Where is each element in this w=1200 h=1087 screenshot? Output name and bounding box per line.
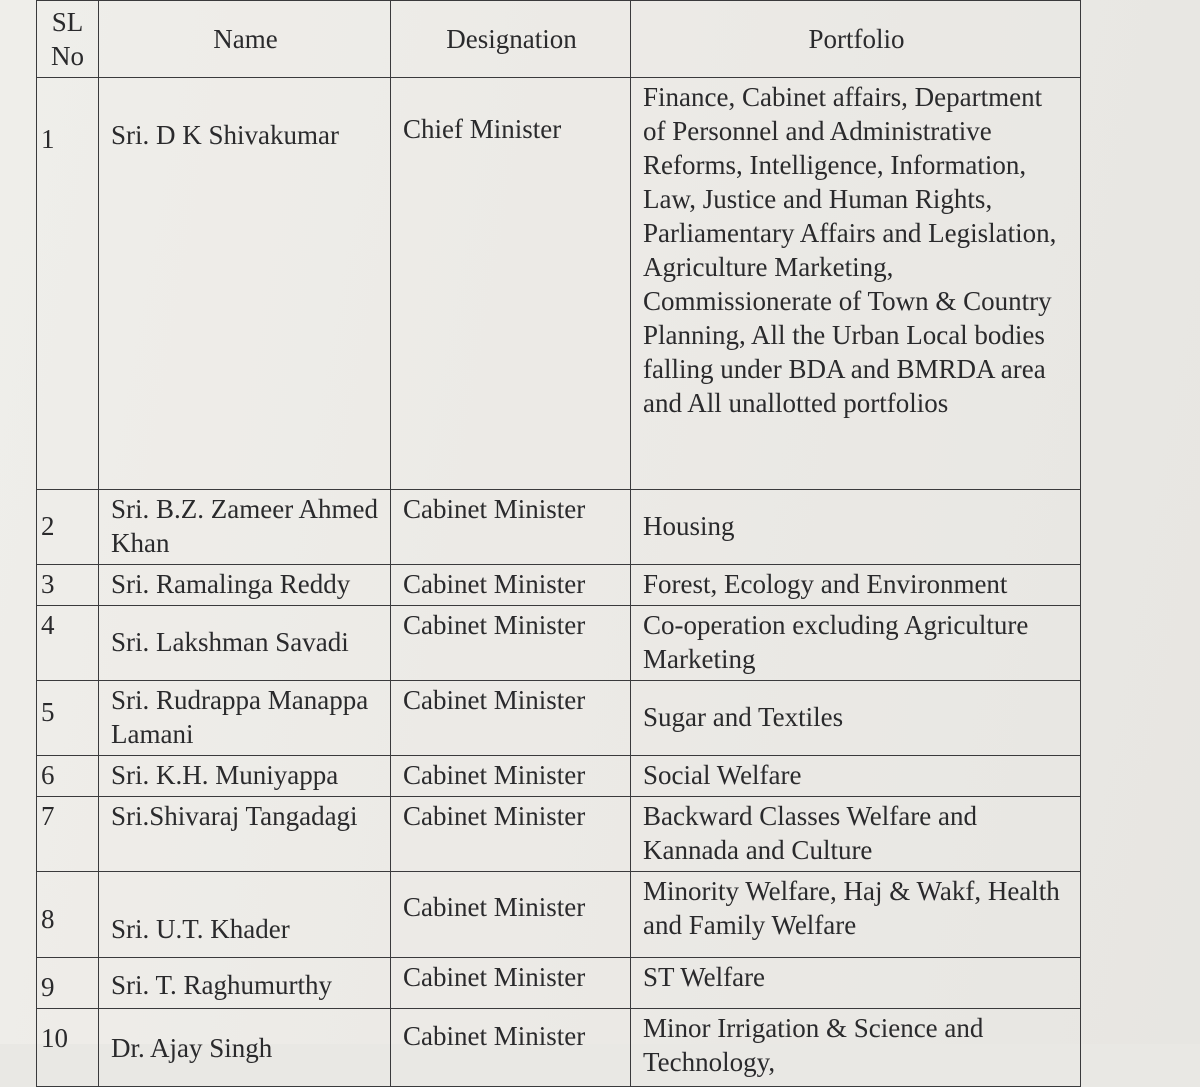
cell-sl: 4 [37, 606, 99, 681]
cell-designation: Cabinet Minister [391, 797, 631, 872]
portfolio-table [36, 0, 1081, 1087]
cell-portfolio: Forest, Ecology and Environment [631, 565, 1081, 606]
cell-portfolio: Minor Irrigation & Science and Technology, [631, 1009, 1081, 1087]
header-portfolio: Portfolio [631, 1, 1081, 78]
table-row [37, 565, 1081, 606]
cell-designation: Cabinet Minister [391, 1009, 631, 1087]
cell-portfolio: ST Welfare [631, 958, 1081, 1009]
cell-sl: 5 [37, 681, 99, 756]
cell-designation: Cabinet Minister [391, 756, 631, 797]
cell-sl: 6 [37, 756, 99, 797]
cell-name: Sri. K.H. Muniyappa [99, 756, 391, 797]
cell-designation: Cabinet Minister [391, 565, 631, 606]
cell-designation: Cabinet Minister [391, 958, 631, 1009]
cell-portfolio: Social Welfare [631, 756, 1081, 797]
header-sl-no: SL No [37, 1, 99, 78]
cell-name: Sri. D K Shivakumar [99, 78, 391, 490]
cell-name: Sri. B.Z. Zameer Ahmed Khan [99, 490, 391, 565]
cell-portfolio: Backward Classes Welfare and Kannada and Culture [631, 797, 1081, 872]
cell-portfolio: Sugar and Textiles [631, 681, 1081, 756]
cell-name: Sri. T. Raghumurthy [99, 958, 391, 1009]
cell-name: Sri. Lakshman Savadi [99, 606, 391, 681]
cell-designation: Cabinet Minister [391, 606, 631, 681]
cell-name: Sri.Shivaraj Tangadagi [99, 797, 391, 872]
table-row [37, 681, 1081, 756]
cell-sl: 8 [37, 872, 99, 958]
table-row [37, 606, 1081, 681]
cell-portfolio: Housing [631, 490, 1081, 565]
cell-portfolio: Co-operation excluding Agriculture Marketing [631, 606, 1081, 681]
table-row [37, 490, 1081, 565]
table-row [37, 78, 1081, 490]
cell-designation: Cabinet Minister [391, 490, 631, 565]
cell-name: Dr. Ajay Singh [99, 1009, 391, 1087]
table-row [37, 797, 1081, 872]
cell-sl: 2 [37, 490, 99, 565]
cell-sl: 3 [37, 565, 99, 606]
cell-designation: Cabinet Minister [391, 681, 631, 756]
cell-sl: 10 [37, 1009, 99, 1087]
cell-name: Sri. U.T. Khader [99, 872, 391, 958]
header-designation: Designation [391, 1, 631, 78]
cell-sl: 1 [37, 78, 99, 490]
table-row [37, 1009, 1081, 1087]
cell-sl: 9 [37, 958, 99, 1009]
cell-name: Sri. Rudrappa Manappa Lamani [99, 681, 391, 756]
table-row [37, 958, 1081, 1009]
cell-sl: 7 [37, 797, 99, 872]
cell-name: Sri. Ramalinga Reddy [99, 565, 391, 606]
table-row [37, 872, 1081, 958]
cell-portfolio: Finance, Cabinet affairs, Department of Personnel and Administrative Reforms, Intelligence, Information, Law, Justice and Human Rights, Parliamentary Affairs and Legislation, Agriculture Marketing, Commissionerate of Town & Country Planning, All the Urban Local bodies falling under BDA and BMRDA area and All unallotted portfolios [631, 78, 1081, 490]
cell-designation: Chief Minister [391, 78, 631, 490]
table-header-row [37, 1, 1081, 78]
table-row [37, 756, 1081, 797]
cell-portfolio: Minority Welfare, Haj & Wakf, Health and Family Welfare [631, 872, 1081, 958]
header-name: Name [99, 1, 391, 78]
cell-designation: Cabinet Minister [391, 872, 631, 958]
